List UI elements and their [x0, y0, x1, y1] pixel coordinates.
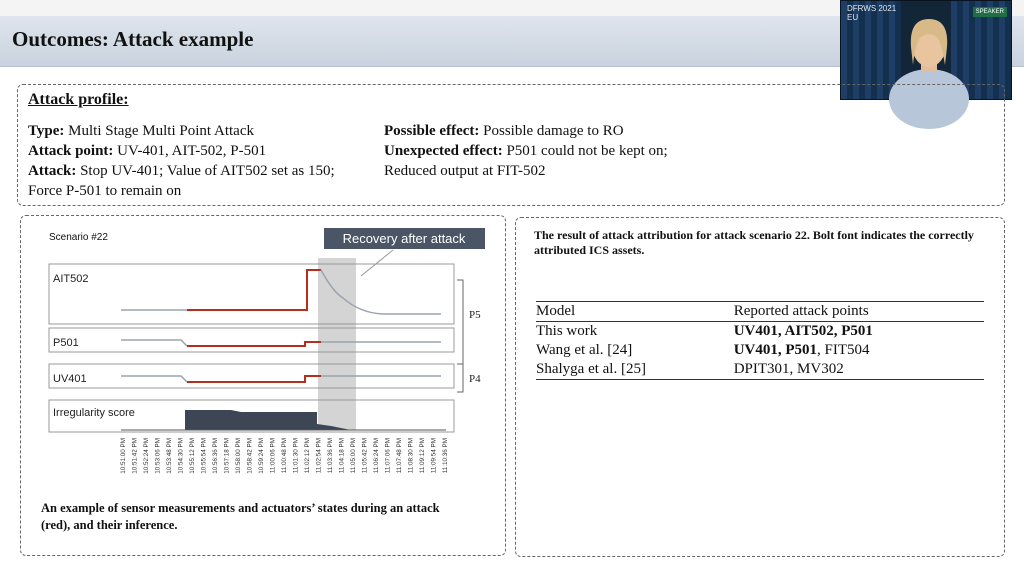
attack-value: Stop UV-401; Value of AIT502 set as 150; Force P-501 to remain on: [28, 163, 335, 199]
bracket-p5: [457, 280, 463, 364]
x-tick-label: 11:05:00 PM: [350, 438, 357, 474]
panel-label-1: P501: [53, 337, 79, 349]
x-tick-label: 10:58:00 PM: [235, 438, 242, 474]
x-tick-label: 10:58:42 PM: [246, 438, 254, 474]
x-tick-label: 11:06:24 PM: [373, 438, 380, 474]
header-model: Model: [536, 302, 734, 322]
unexpected-effect-value: P501 could not be kept on; Reduced output at FIT-502: [384, 143, 668, 179]
possible-effect-label: Possible effect:: [384, 123, 480, 139]
x-tick-label: 10:55:54 PM: [200, 438, 208, 474]
x-tick-label: 10:52:24 PM: [143, 438, 150, 474]
group-label-p5: P5: [469, 309, 481, 321]
x-tick-label: 10:59:24 PM: [258, 438, 265, 474]
unexpected-effect-label: Unexpected effect:: [384, 143, 503, 159]
model-cell: This work: [536, 323, 598, 339]
figure-caption: An example of sensor measurements and actuators’ states during an attack (red), and their inference.: [41, 501, 440, 532]
attack-profile-heading: Attack profile:: [28, 91, 129, 108]
table-row: [536, 341, 984, 360]
x-tick-label: 11:10:36 PM: [442, 438, 449, 474]
points-incorrect: DPIT301, MV302: [733, 361, 844, 377]
possible-effect-line: [384, 121, 684, 141]
x-tick-label: 10:53:06 PM: [154, 438, 162, 474]
table-row: [536, 322, 984, 342]
x-tick-label: 10:53:48 PM: [166, 438, 173, 474]
panel-label-2: UV401: [53, 373, 87, 385]
x-tick-label: 10:51:00 PM: [120, 438, 127, 474]
panel-frame: [49, 264, 454, 324]
x-tick-label: 11:05:42 PM: [361, 438, 369, 474]
x-tick-label: 10:51:42 PM: [131, 438, 139, 474]
scenario-label: Scenario #22: [49, 232, 108, 243]
x-tick-label: 10:55:12 PM: [189, 438, 196, 474]
attack-label: Attack:: [28, 163, 77, 179]
attack-profile-left: [28, 121, 368, 201]
x-tick-label: 11:07:48 PM: [396, 438, 403, 474]
points-cell: [734, 341, 984, 360]
model-cell: Wang et al. [24]: [536, 342, 633, 358]
slide-title: Outcomes: Attack example: [12, 27, 254, 51]
irregularity-fill: [121, 410, 441, 430]
possible-effect-value: Possible damage to RO: [479, 123, 624, 139]
x-tick-label: 11:07:06 PM: [384, 438, 392, 474]
attack-point-line: [28, 141, 368, 161]
x-tick-label: 11:00:06 PM: [269, 438, 277, 474]
points-incorrect: , FIT504: [817, 342, 870, 358]
recovery-label: Recovery after attack: [342, 231, 466, 246]
points-cell: [734, 360, 984, 380]
x-tick-label: 10:54:30 PM: [177, 438, 185, 474]
attack-profile-box: [17, 84, 1005, 206]
attack-line: [28, 161, 368, 201]
x-tick-label: 11:04:18 PM: [338, 438, 346, 474]
p501-attack: [187, 342, 321, 346]
recovery-arrow: [361, 250, 393, 276]
p501-normal: [121, 340, 187, 346]
attack-point-value: UV-401, AIT-502, P-501: [113, 143, 267, 159]
speaker-badge: SPEAKER: [973, 7, 1007, 17]
x-tick-label: 10:56:36 PM: [212, 438, 219, 474]
header-reported-points: Reported attack points: [734, 302, 984, 322]
type-line: [28, 121, 368, 141]
points-cell: [734, 322, 984, 342]
unexpected-effect-line: [384, 141, 684, 181]
attribution-caption: The result of attack attribution for attack scenario 22. Bolt font indicates the correctly attributed ICS assets.: [534, 228, 974, 257]
group-label-p4: P4: [469, 373, 481, 385]
figure-panel: [20, 215, 506, 556]
type-value: Multi Stage Multi Point Attack: [64, 123, 254, 139]
x-tick-label: 11:08:30 PM: [407, 438, 415, 474]
recovery-band: [318, 258, 356, 430]
attack-point-label: Attack point:: [28, 143, 114, 159]
x-tick-label: 11:00:48 PM: [281, 438, 288, 474]
attribution-panel: [515, 217, 1005, 557]
panel-frame: [49, 328, 454, 352]
model-cell: Shalyga et al. [25]: [536, 360, 734, 380]
x-tick-label: 11:02:12 PM: [304, 438, 311, 474]
uv401-normal: [121, 376, 187, 382]
points-correct: UV401, AIT502, P501: [733, 323, 873, 339]
panel-label-3: Irregularity score: [53, 407, 135, 419]
ait502-attack: [187, 270, 321, 310]
x-tick-label: 11:09:12 PM: [419, 438, 426, 474]
table-header-row: [536, 302, 984, 322]
x-tick-label: 10:57:18 PM: [223, 438, 231, 474]
x-tick-label: 11:09:54 PM: [430, 438, 438, 474]
type-label: Type:: [28, 123, 65, 139]
table-row: [536, 360, 984, 380]
panel-label-0: AIT502: [53, 273, 89, 285]
attribution-table: [536, 301, 984, 380]
x-tick-label: 11:02:54 PM: [315, 438, 323, 474]
x-tick-label: 11:03:36 PM: [327, 438, 334, 474]
x-tick-label: 11:01:30 PM: [292, 438, 300, 474]
bracket-p4: [457, 364, 463, 392]
conference-label: DFRWS 2021 EU: [847, 4, 897, 22]
points-correct: UV401, P501: [733, 342, 818, 358]
uv401-attack: [187, 376, 321, 382]
attack-profile-right: [384, 121, 684, 181]
